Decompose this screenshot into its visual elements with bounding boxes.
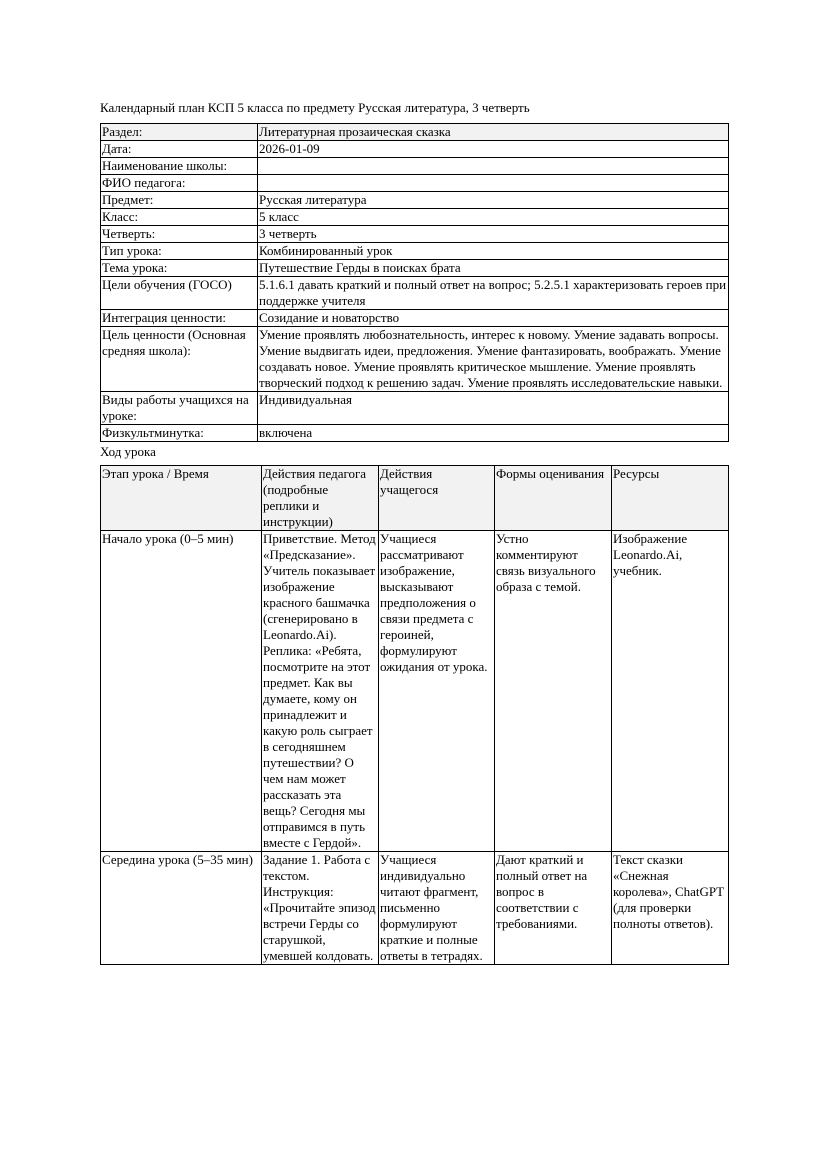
lesson-header-cell: Формы оценивания (495, 466, 612, 531)
info-key: Тип урока: (101, 243, 258, 260)
info-row (101, 192, 729, 209)
info-key: ФИО педагога: (101, 175, 258, 192)
info-key: Физкультминутка: (101, 425, 258, 442)
lesson-cell: Изображение Leonardo.Ai, учебник. (612, 531, 729, 852)
info-value: включена (258, 425, 729, 442)
info-value: 5.1.6.1 давать краткий и полный ответ на вопрос; 5.2.5.1 характеризовать героев при поддержке учителя (258, 277, 729, 310)
document-page (100, 100, 728, 965)
info-row (101, 277, 729, 310)
lesson-cell: Устно комментируют связь визуального образа с темой. (495, 531, 612, 852)
info-key: Предмет: (101, 192, 258, 209)
info-key: Цели обучения (ГОСО) (101, 277, 258, 310)
info-value: Русская литература (258, 192, 729, 209)
lesson-header-cell: Ресурсы (612, 466, 729, 531)
info-value: Индивидуальная (258, 392, 729, 425)
info-table (100, 123, 729, 442)
info-row (101, 209, 729, 226)
document-title: Календарный план КСП 5 класса по предмету Русская литература, 3 четверть (100, 100, 530, 115)
info-key: Дата: (101, 141, 258, 158)
lesson-row (101, 531, 729, 852)
lesson-header-cell: Действия учащегося (379, 466, 495, 531)
lesson-cell: Учащиеся рассматривают изображение, высказывают предположения о связи предмета с героиней, формулируют ожидания от урока. (379, 531, 495, 852)
info-key: Тема урока: (101, 260, 258, 277)
lesson-header-row (101, 466, 729, 531)
info-key: Наименование школы: (101, 158, 258, 175)
lesson-cell: Дают краткий и полный ответ на вопрос в соответствии с требованиями. (495, 852, 612, 965)
info-row (101, 392, 729, 425)
info-key: Интеграция ценности: (101, 310, 258, 327)
info-row (101, 243, 729, 260)
info-row (101, 425, 729, 442)
lesson-header-cell: Действия педагога (подробные реплики и инструкции) (262, 466, 379, 531)
info-key: Четверть: (101, 226, 258, 243)
lesson-cell: Учащиеся индивидуально читают фрагмент, письменно формулируют краткие и полные ответы в тетрадях. (379, 852, 495, 965)
info-row (101, 175, 729, 192)
info-key: Раздел: (101, 124, 258, 141)
info-value: Комбинированный урок (258, 243, 729, 260)
info-value: Путешествие Герды в поисках брата (258, 260, 729, 277)
info-row (101, 260, 729, 277)
info-row (101, 327, 729, 392)
info-row (101, 226, 729, 243)
info-value: Созидание и новаторство (258, 310, 729, 327)
info-key: Виды работы учащихся на уроке: (101, 392, 258, 425)
info-row (101, 124, 729, 141)
info-value (258, 175, 729, 192)
lesson-row (101, 852, 729, 965)
info-row (101, 141, 729, 158)
info-value: 3 четверть (258, 226, 729, 243)
info-value: 2026-01-09 (258, 141, 729, 158)
lesson-header-cell: Этап урока / Время (101, 466, 262, 531)
section-label: Ход урока (100, 444, 156, 459)
info-value (258, 158, 729, 175)
info-key: Класс: (101, 209, 258, 226)
info-value: Умение проявлять любознательность, интерес к новому. Умение задавать вопросы. Умение выдвигать идеи, предложения. Умение фантазировать, воображать. Умение создавать новое. Умение проявлять критическое мышление. Умение проявлять творческий подход к решению задач. Умение проявлять исследовательские навыки. (258, 327, 729, 392)
lesson-cell: Текст сказки «Снежная королева», ChatGPT (для проверки полноты ответов). (612, 852, 729, 965)
info-row (101, 158, 729, 175)
lesson-cell: Начало урока (0–5 мин) (101, 531, 262, 852)
lesson-cell: Приветствие. Метод «Предсказание». Учитель показывает изображение красного башмачка (сгенерировано в Leonardo.Ai). Реплика: «Ребята, посмотрите на этот предмет. Как вы думаете, кому он принадлежит и какую роль сыграет в сегодняшнем путешествии? О чем нам может рассказать эта вещь? Сегодня мы отправимся в путь вместе с Гердой». (262, 531, 379, 852)
lesson-cell: Середина урока (5–35 мин) (101, 852, 262, 965)
info-row (101, 310, 729, 327)
info-value: 5 класс (258, 209, 729, 226)
info-key: Цель ценности (Основная средняя школа): (101, 327, 258, 392)
lesson-plan-table (100, 465, 729, 965)
info-value: Литературная прозаическая сказка (258, 124, 729, 141)
lesson-cell: Задание 1. Работа с текстом. Инструкция: «Прочитайте эпизод встречи Герды со старушкой, умевшей колдовать. (262, 852, 379, 965)
